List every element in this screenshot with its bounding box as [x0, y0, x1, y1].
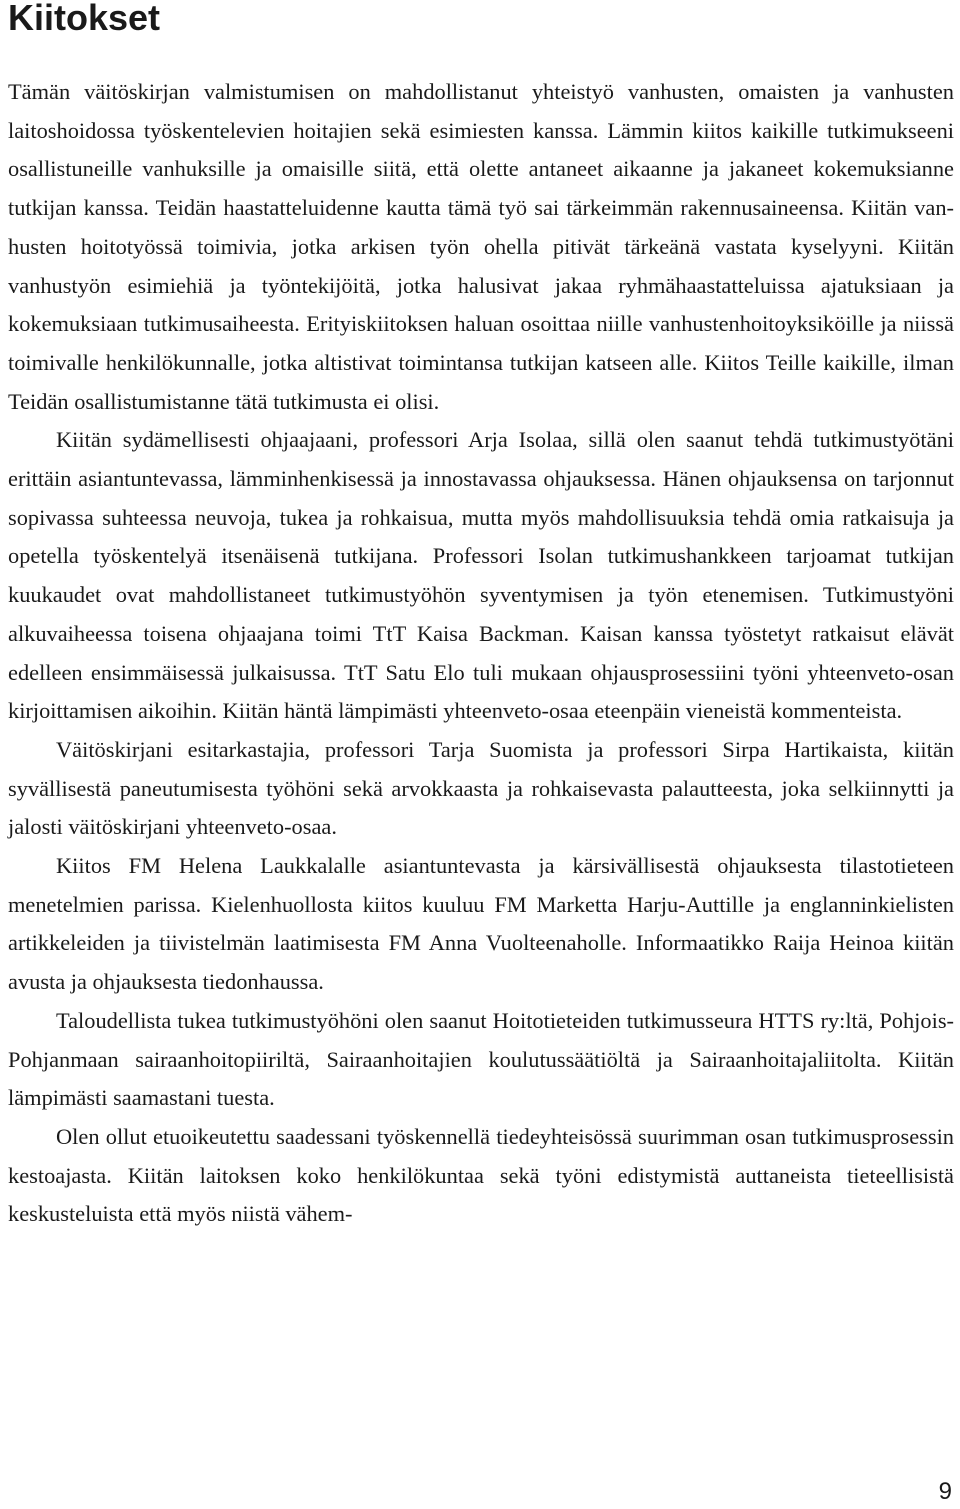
page-number: 9: [938, 1478, 952, 1505]
paragraph-3: Väitöskirjani esitarkastajia, professori Tarja Suomista ja professori Sirpa Hartikaista, kiitän syvällisestä paneutumisesta työhöni sekä arvokkaasta ja rohkaisevasta palautteesta, joka selkiinnytti ja jalosti väitöskirjani yhteenveto-osaa.: [8, 736, 954, 840]
paragraph-1: Tämän väitöskirjan valmistumisen on mahdollistanut yhteistyö vanhusten, omaisten ja vanhusten laitoshoidossa työskentelevien hoitajien sekä esimiesten kanssa. Lämmin kiitos kaikille tutkimukseeni osallistuneille vanhuksille ja omaisille siitä, että olette antaneet aikaanne ja jakaneet kokemuksianne tutkijan kanssa. Teidän haastatteluidenne kautta tämä työ sai tärkeimmän rakennusaineensa. Kiitän vanhusten hoitotyössä toimivia, jotka arkisen työn ohella pitivät tärkeänä vastata kyselyyni. Kiitän vanhustyön esimiehiä ja työntekijöitä, jotka halusivat jakaa ryhmähaastatteluissa ajatuksiaan ja kokemuksiaan tutkimusaiheesta. Erityiskiitoksen haluan osoittaa niille vanhustenhoitoyksiköille ja niissä toimivalle henkilökunnalle, jotka altistivat toimintansa tutkijan katseen alle. Kiitos Teille kaikille, ilman Teidän osallistumistanne tätä tutkimusta ei olisi.: [8, 79, 954, 414]
paragraph-6: Olen ollut etuoikeutettu saadessani työskennellä tiedeyhteisössä suurimman osan tutkimusprosessin kestoajasta. Kiitän laitoksen koko henkilökuntaa sekä työni edistymistä auttaneista tieteellisistä keskusteluista että myös niistä vähem-: [8, 1123, 954, 1227]
page-title: Kiitokset: [8, 0, 161, 38]
body-text: [8, 73, 954, 1234]
paragraph-5: Taloudellista tukea tutkimustyöhöni olen saanut Hoitotieteiden tutkimusseura HTTS ry:ltä, Pohjois-Pohjanmaan sairaanhoitopiiriltä, Sairaanhoitajien koulutussäätiöltä ja Sairaanhoitajaliitolta. Kiitän lämpimästi saamastani tuesta.: [8, 1007, 954, 1111]
paragraph-4: Kiitos FM Helena Laukkalalle asiantuntevasta ja kärsivällisestä ohjauksesta tilastotieteen menetelmien parissa. Kielenhuollosta kiitos kuuluu FM Marketta Harju-Auttille ja englanninkielisten artikkeleiden ja tiivistelmän laatimisesta FM Anna Vuolteenaholle. Informaatikko Raija Heinoa kiitän avusta ja ohjauksesta tiedonhaussa.: [8, 853, 954, 995]
paragraph-2: Kiitän sydämellisesti ohjaajaani, professori Arja Isolaa, sillä olen saanut tehdä tutkimustyötäni erittäin asiantuntevassa, lämminhenkisessä ja innostavassa ohjauksessa. Hänen ohjauksensa on tarjonnut sopivassa suhteessa neuvoja, tukea ja rohkaisua, mutta myös mahdollisuuksia tehdä omia ratkaisuja ja opetella työskentelyä itsenäisenä tutkijana. Professori Isolan tutkimushankkeen tarjoamat tutkijan kuukaudet ovat mahdollistaneet tutkimustyöhön syventymisen ja työn etenemisen. Tutkimustyöni alkuvaiheessa toisena ohjaajana toimi TtT Kaisa Backman. Kaisan kanssa työstetyt ratkaisut elävät edelleen ensimmäisessä julkaisussa. TtT Satu Elo tuli mukaan ohjausprosessiini työni yhteenveto-osan kirjoittamisen aikoihin. Kiitän häntä lämpimästi yhteenveto-osaa eteenpäin vieneistä kommenteista.: [8, 427, 954, 724]
